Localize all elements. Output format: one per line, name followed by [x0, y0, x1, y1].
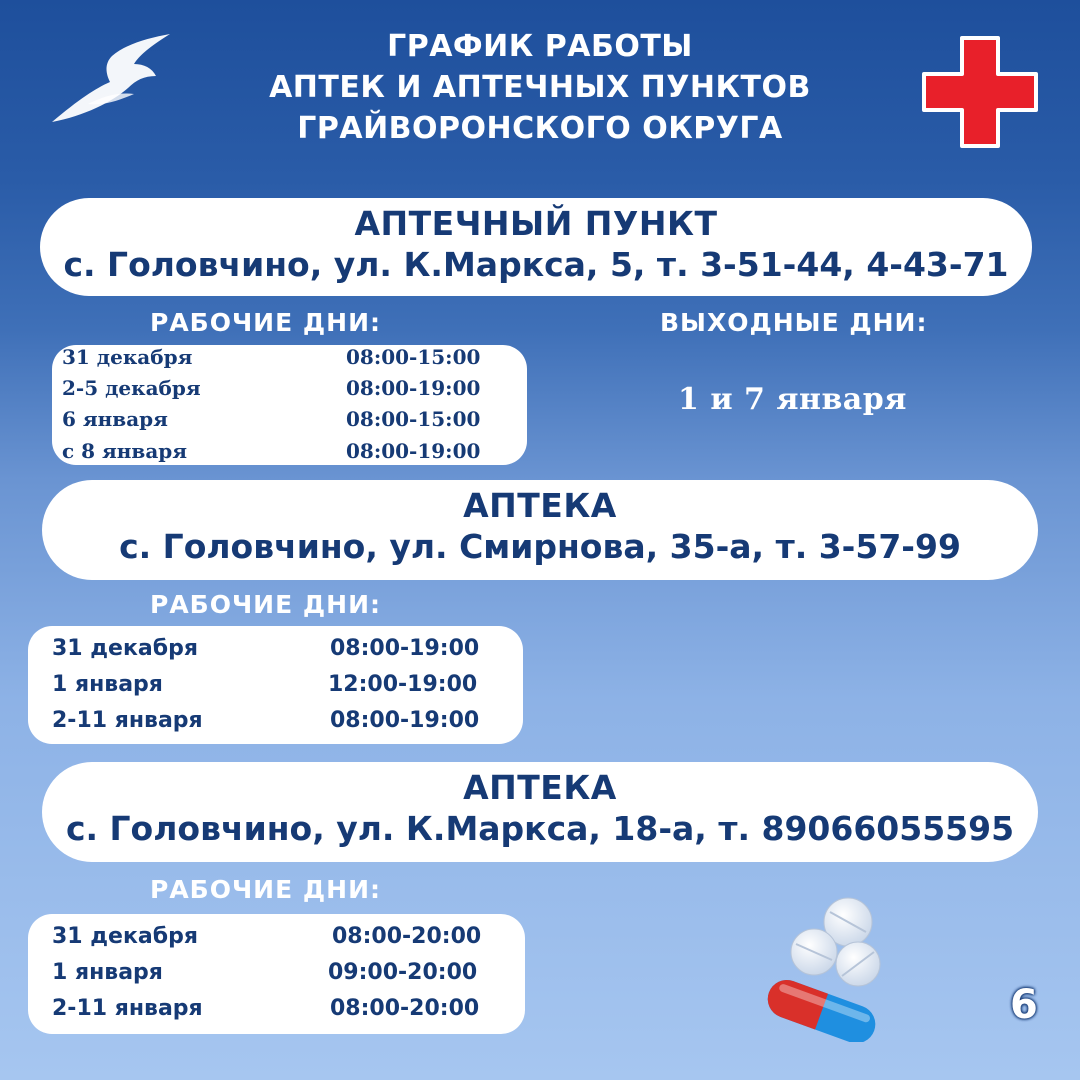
schedule-hours: 12:00-19:00: [328, 672, 478, 697]
pharmacy-point-3-kind: АПТЕКА: [463, 768, 617, 807]
pharmacy-point-1-kind: АПТЕЧНЫЙ ПУНКТ: [354, 204, 718, 243]
title-line-1: ГРАФИК РАБОТЫ: [387, 29, 693, 64]
schedule-day: с 8 января: [62, 439, 188, 463]
page-number: 6: [1010, 982, 1038, 1028]
schedule-day: 2-11 января: [52, 708, 203, 733]
schedule-row: [28, 708, 523, 740]
pharmacy-point-1-address: с. Головчино, ул. К.Маркса, 5, т. 3-51-44, 4-43-71: [63, 245, 1009, 284]
point-3-working-label: РАБОЧИЕ ДНИ:: [150, 875, 381, 904]
schedule-day: 1 января: [52, 672, 163, 697]
schedule-row: [52, 376, 527, 408]
schedule-row: [28, 924, 525, 956]
pharmacy-point-3-address: с. Головчино, ул. К.Маркса, 18-а, т. 89066055595: [65, 809, 1015, 848]
schedule-hours: 08:00-19:00: [346, 439, 481, 463]
schedule-row: [52, 345, 527, 377]
page-title: [200, 26, 880, 149]
schedule-day: 31 декабря: [52, 636, 198, 661]
seagull-icon: [48, 30, 174, 126]
point-1-schedule: [52, 345, 527, 465]
point-1-working-label: РАБОЧИЕ ДНИ:: [150, 308, 381, 337]
schedule-hours: 08:00-15:00: [346, 345, 481, 369]
schedule-day: 2-11 января: [52, 996, 203, 1021]
point-2-working-label: РАБОЧИЕ ДНИ:: [150, 590, 381, 619]
schedule-hours: 08:00-19:00: [330, 708, 480, 733]
schedule-row: [28, 672, 523, 704]
pharmacy-point-2-kind: АПТЕКА: [463, 486, 617, 525]
schedule-day: 2-5 декабря: [62, 376, 201, 400]
point-1-days-off: 1 и 7 января: [678, 382, 907, 417]
schedule-hours: 08:00-20:00: [330, 996, 480, 1021]
schedule-hours: 08:00-19:00: [346, 376, 481, 400]
schedule-hours: 08:00-19:00: [330, 636, 480, 661]
schedule-hours: 08:00-20:00: [332, 924, 482, 949]
pharmacy-point-3-card: [42, 762, 1038, 862]
schedule-day: 6 января: [62, 407, 168, 431]
schedule-row: [52, 439, 527, 471]
point-2-schedule: [28, 626, 523, 744]
pharmacy-point-2-card: [42, 480, 1038, 580]
point-3-schedule: [28, 914, 525, 1034]
schedule-row: [28, 636, 523, 668]
pills-icon: [760, 892, 890, 1042]
schedule-row: [28, 960, 525, 992]
red-cross-icon: [922, 36, 1038, 148]
schedule-hours: 08:00-15:00: [346, 407, 481, 431]
title-line-2: АПТЕК И АПТЕЧНЫХ ПУНКТОВ: [269, 70, 811, 105]
pharmacy-point-2-address: с. Головчино, ул. Смирнова, 35-а, т. 3-57-99: [119, 527, 961, 566]
schedule-row: [28, 996, 525, 1028]
title-line-3: ГРАЙВОРОНСКОГО ОКРУГА: [297, 111, 783, 146]
point-1-days-off-label: ВЫХОДНЫЕ ДНИ:: [660, 308, 928, 337]
pharmacy-point-1-card: [40, 198, 1032, 296]
schedule-day: 31 декабря: [52, 924, 198, 949]
schedule-hours: 09:00-20:00: [328, 960, 478, 985]
schedule-day: 1 января: [52, 960, 163, 985]
schedule-day: 31 декабря: [62, 345, 193, 369]
schedule-row: [52, 407, 527, 439]
